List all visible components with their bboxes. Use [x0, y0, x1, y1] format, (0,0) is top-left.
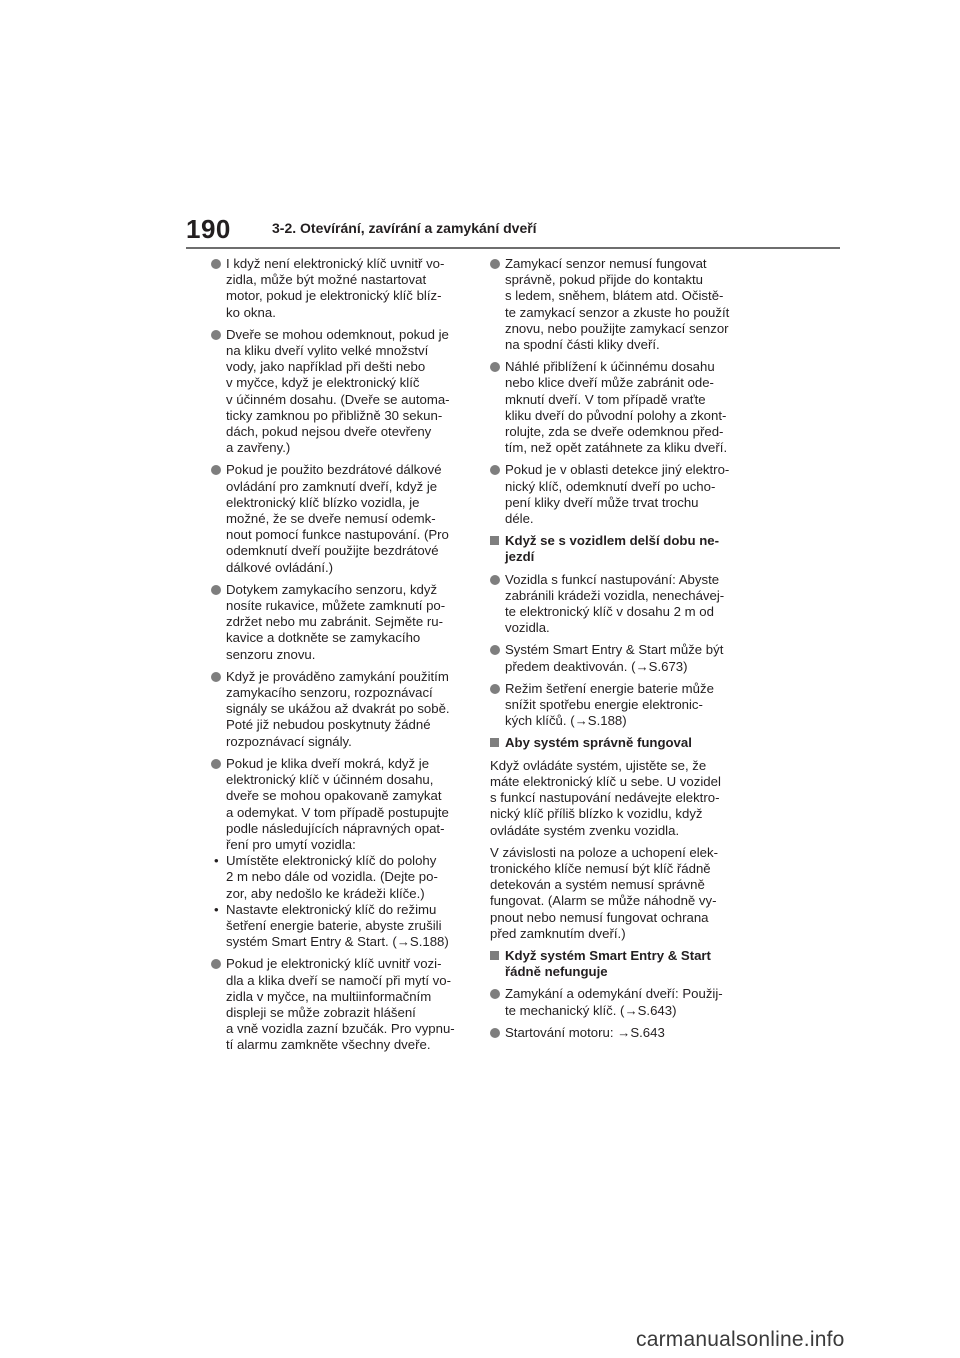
square-bullet-icon [490, 738, 499, 747]
sub-bullet-icon: • [214, 853, 219, 869]
bullet-item: Pokud je v oblasti detekce jiný elektro- nický klíč, odemknutí dveří po ucho- pení kliky dveří může trvat trochu déle. [490, 462, 746, 527]
bullet-item: Když je prováděno zamykání použitím zamykacího senzoru, rozpoznávací signály se ukážou až dvakrát po sobě. Poté již nebudou poskytnuty žádné rozpoznávací signály. [211, 669, 467, 750]
bullet-dot-icon [211, 330, 221, 340]
square-bullet-icon [490, 536, 499, 545]
bullet-item: Režim šetření energie baterie může snížit spotřebu energie elektronic- kých klíčů. (→S.188) [490, 681, 746, 730]
bullet-item: Pokud je použito bezdrátové dálkové ovládání pro zamknutí dveří, když je elektronický klíč blízko vozidla, je možné, že se dveře nemusí odemk- nout pomocí funkce nastupování. (Pro odemknutí dveří použijte bezdrátové dálkové ovládání.) [211, 462, 467, 575]
section-heading: Aby systém správně fungoval [490, 735, 746, 751]
section-heading: Když systém Smart Entry & Start řádně nefunguje [490, 948, 746, 980]
bullet-item: Systém Smart Entry & Start může být předem deaktivován. (→S.673) [490, 642, 746, 674]
page-number: 190 [186, 214, 231, 244]
bullet-dot-icon [211, 759, 221, 769]
bullet-dot-icon [211, 959, 221, 969]
section-heading: Když se s vozidlem delší dobu ne- jezdí [490, 533, 746, 565]
bullet-item: Startování motoru: →S.643 [490, 1025, 746, 1041]
bullet-dot-icon [211, 465, 221, 475]
sub-bullet-icon: • [214, 901, 219, 917]
header-divider [186, 247, 840, 249]
sub-list [211, 853, 467, 950]
sub-item: • Umístěte elektronický klíč do polohy 2 m nebo dále od vozidla. (Dejte po- zor, aby nedošlo ke krádeži klíče.) [214, 853, 438, 901]
bullet-item: Zamykání a odemykání dveří: Použij- te mechanický klíč. (→S.643) [490, 986, 746, 1018]
bullet-dot-icon [211, 672, 221, 682]
bullet-dot-icon [490, 645, 500, 655]
bullet-item: Zamykací senzor nemusí fungovat správně, pokud přijde do kontaktu s ledem, sněhem, blátem atd. Očistě- te zamykací senzor a zkuste ho použít znovu, nebo použijte zamykací senzor na spodní části kliky dveří. [490, 256, 746, 353]
bullet-item: Dotykem zamykacího senzoru, když nosíte rukavice, můžete zamknutí po- zdržet nebo mu zabránit. Sejměte ru- kavice a dotkněte se zamykacího senzoru znovu. [211, 582, 467, 663]
bullet-item: Dveře se mohou odemknout, pokud je na kliku dveří vylito velké množství vody, jako například při dešti nebo v myčce, když je elektronický klíč v účinném dosahu. (Dveře se automa- ticky zamknou po přibližně 30 sekun- dách, pokud nejsou dveře otevřeny a zavřeny.) [211, 327, 467, 457]
bullet-dot-icon [490, 1028, 500, 1038]
bullet-item-wet-handle: Pokud je klika dveří mokrá, když je elektronický klíč v účinném dosahu, dveře se mohou opakovaně zamykat a odemykat. V tom případě postupujte podle následujících nápravných opat- ření pro umytí vozidla: • Umístěte elektronický klíč do polohy 2 m nebo dále od vozidla. (Dejte po- zor, aby nedošlo ke krádeži klíče.) • Nastavte elektronický klíč do režimu šetření energie baterie, abyste zrušili systém Smart Entry & Start. (→S.188) [211, 756, 467, 950]
bullet-dot-icon [490, 362, 500, 372]
sub-item: • Nastavte elektronický klíč do režimu šetření energie baterie, abyste zrušili systém Smart Entry & Start. (→S.188) [214, 901, 449, 950]
bullet-item: Pokud je elektronický klíč uvnitř vozi- dla a klika dveří se namočí při mytí vo- zidla v myčce, na multiinformačním displeji se může zobrazit hlášení a vně vozidla zazní bzučák. Pro vypnu- tí alarmu zamkněte všechny dveře. [211, 956, 467, 1053]
watermark-link[interactable]: carmanualsonline.info [636, 1328, 845, 1351]
bullet-dot-icon [490, 259, 500, 269]
bullet-dot-icon [490, 465, 500, 475]
paragraph: Když ovládáte systém, ujistěte se, že máte elektronický klíč u sebe. U vozidel s funkcí nastupování nedávejte elektro- nický klíč příliš blízko k vozidlu, když ovládáte systém zvenku vozidla. [490, 757, 721, 838]
bullet-dot-icon [490, 989, 500, 999]
square-bullet-icon [490, 951, 499, 960]
bullet-item: Vozidla s funkcí nastupování: Abyste zabránili krádeži vozidla, nenechávej- te elektronický klíč v dosahu 2 m od vozidla. [490, 572, 746, 637]
left-column [211, 256, 467, 1060]
paragraph: V závislosti na poloze a uchopení elek- tronického klíče nemusí být klíč řádně detekován a systém nemusí správně fungovat. (Alarm se může náhodně vy- pnout nebo nemusí fungovat ochrana před zamknutím dveří.) [490, 844, 718, 941]
bullet-dot-icon [490, 684, 500, 694]
bullet-item: Náhlé přiblížení k účinnému dosahu nebo klice dveří může zabránit ode- mknutí dveří. V tom případě vraťte kliku dveří do původní polohy a zkont- rolujte, zda se dveře odemknou před- tím, než opět zatáhnete za kliku dveří. [490, 359, 746, 456]
section-title: 3-2. Otevírání, zavírání a zamykání dveří [272, 220, 537, 236]
bullet-item: I když není elektronický klíč uvnitř vo- zidla, může být možné nastartovat motor, pokud je elektronický klíč blíz- ko okna. [211, 256, 467, 321]
page-header [186, 212, 840, 246]
bullet-dot-icon [211, 259, 221, 269]
right-column [490, 256, 746, 1047]
bullet-dot-icon [490, 575, 500, 585]
bullet-dot-icon [211, 585, 221, 595]
